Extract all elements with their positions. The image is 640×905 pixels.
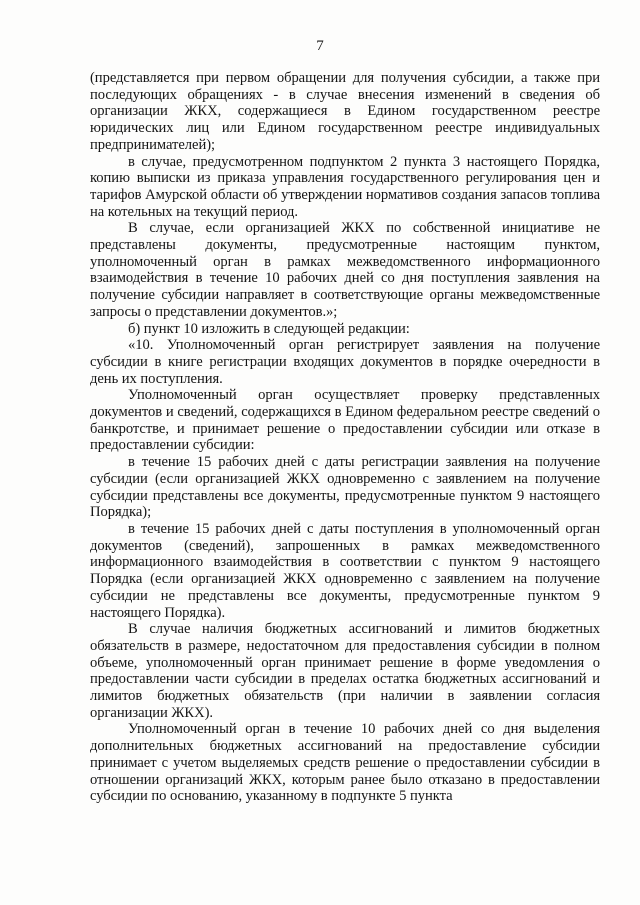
paragraph-interagency-requests: В случае, если организацией ЖКХ по собственной инициативе не представлены документы, предусмотренные настоящим пунктом, уполномоченный орган в рамках межведомственного информационного взаимодействия в течение 10 рабочих дней со дня поступления заявления на получение субсидии направляет в соответствующие органы межведомственные запросы о представлении документов.»;	[90, 220, 600, 320]
paragraph-entrepreneur-registry: (представляется при первом обращении для получения субсидии, а также при последующих обращениях - в случае внесения изменений в сведения об организации ЖКХ, содержащиеся в Едином государственном реестре юридических лиц или Едином государственном реестре индивидуальных предпринимателей);	[90, 70, 600, 153]
document-body	[90, 70, 600, 900]
paragraph-item-10-amendment: б) пункт 10 изложить в следующей редакции:	[128, 320, 410, 337]
paragraph-additional-allocations: Уполномоченный орган в течение 10 рабочих дней со дня выделения дополнительных бюджетных ассигнований на предоставление субсидии принимает с учетом выделяемых средств решение о предоставлении субсидии в отношении организаций ЖКХ, которым ранее было отказано в предоставлении субсидии по основанию, указанному в подпункте 5 пункта	[90, 721, 600, 805]
paragraph-item-10-registration: «10. Уполномоченный орган регистрирует заявления на получение субсидии в книге регистрации входящих документов в порядке очередности в день их поступления.	[90, 337, 600, 387]
paragraph-document-verification: Уполномоченный орган осуществляет проверку представленных документов и сведений, содержащихся в Едином федеральном реестре сведений о банкротстве, и принимает решение о предоставлении субсидии или отказе в предоставлении субсидии:	[90, 387, 600, 454]
page-number: 7	[316, 38, 324, 54]
paragraph-insufficient-budget: В случае наличия бюджетных ассигнований и лимитов бюджетных обязательств в размере, недостаточном для предоставления субсидии в полном объеме, уполномоченный орган принимает решение в форме уведомления о предоставлении части субсидии в пределах остатка бюджетных ассигнований и лимитов бюджетных обязательств (при наличии в заявлении согласия организации ЖКХ).	[90, 621, 600, 721]
paragraph-15-days-registration: в течение 15 рабочих дней с даты регистрации заявления на получение субсидии (если организацией ЖКХ одновременно с заявлением на получение субсидии представлены все документы, предусмотренные пунктом 9 настоящего Порядка);	[90, 454, 600, 521]
paragraph-15-days-receipt: в течение 15 рабочих дней с даты поступления в уполномоченный орган документов (сведений), запрошенных в рамках межведомственного информационного взаимодействия в соответствии с пунктом 9 настоящего Порядка (если организацией ЖКХ одновременно с заявлением на получение субсидии не представлены все документы, предусмотренные пунктом 9 настоящего Порядка).	[90, 520, 600, 621]
paragraph-fuel-norms-extract: в случае, предусмотренном подпунктом 2 пункта 3 настоящего Порядка, копию выписки из приказа управления государственного регулирования цен и тарифов Амурской области об утверждении нормативов создания запасов топлива на котельных на текущий период.	[90, 153, 600, 220]
